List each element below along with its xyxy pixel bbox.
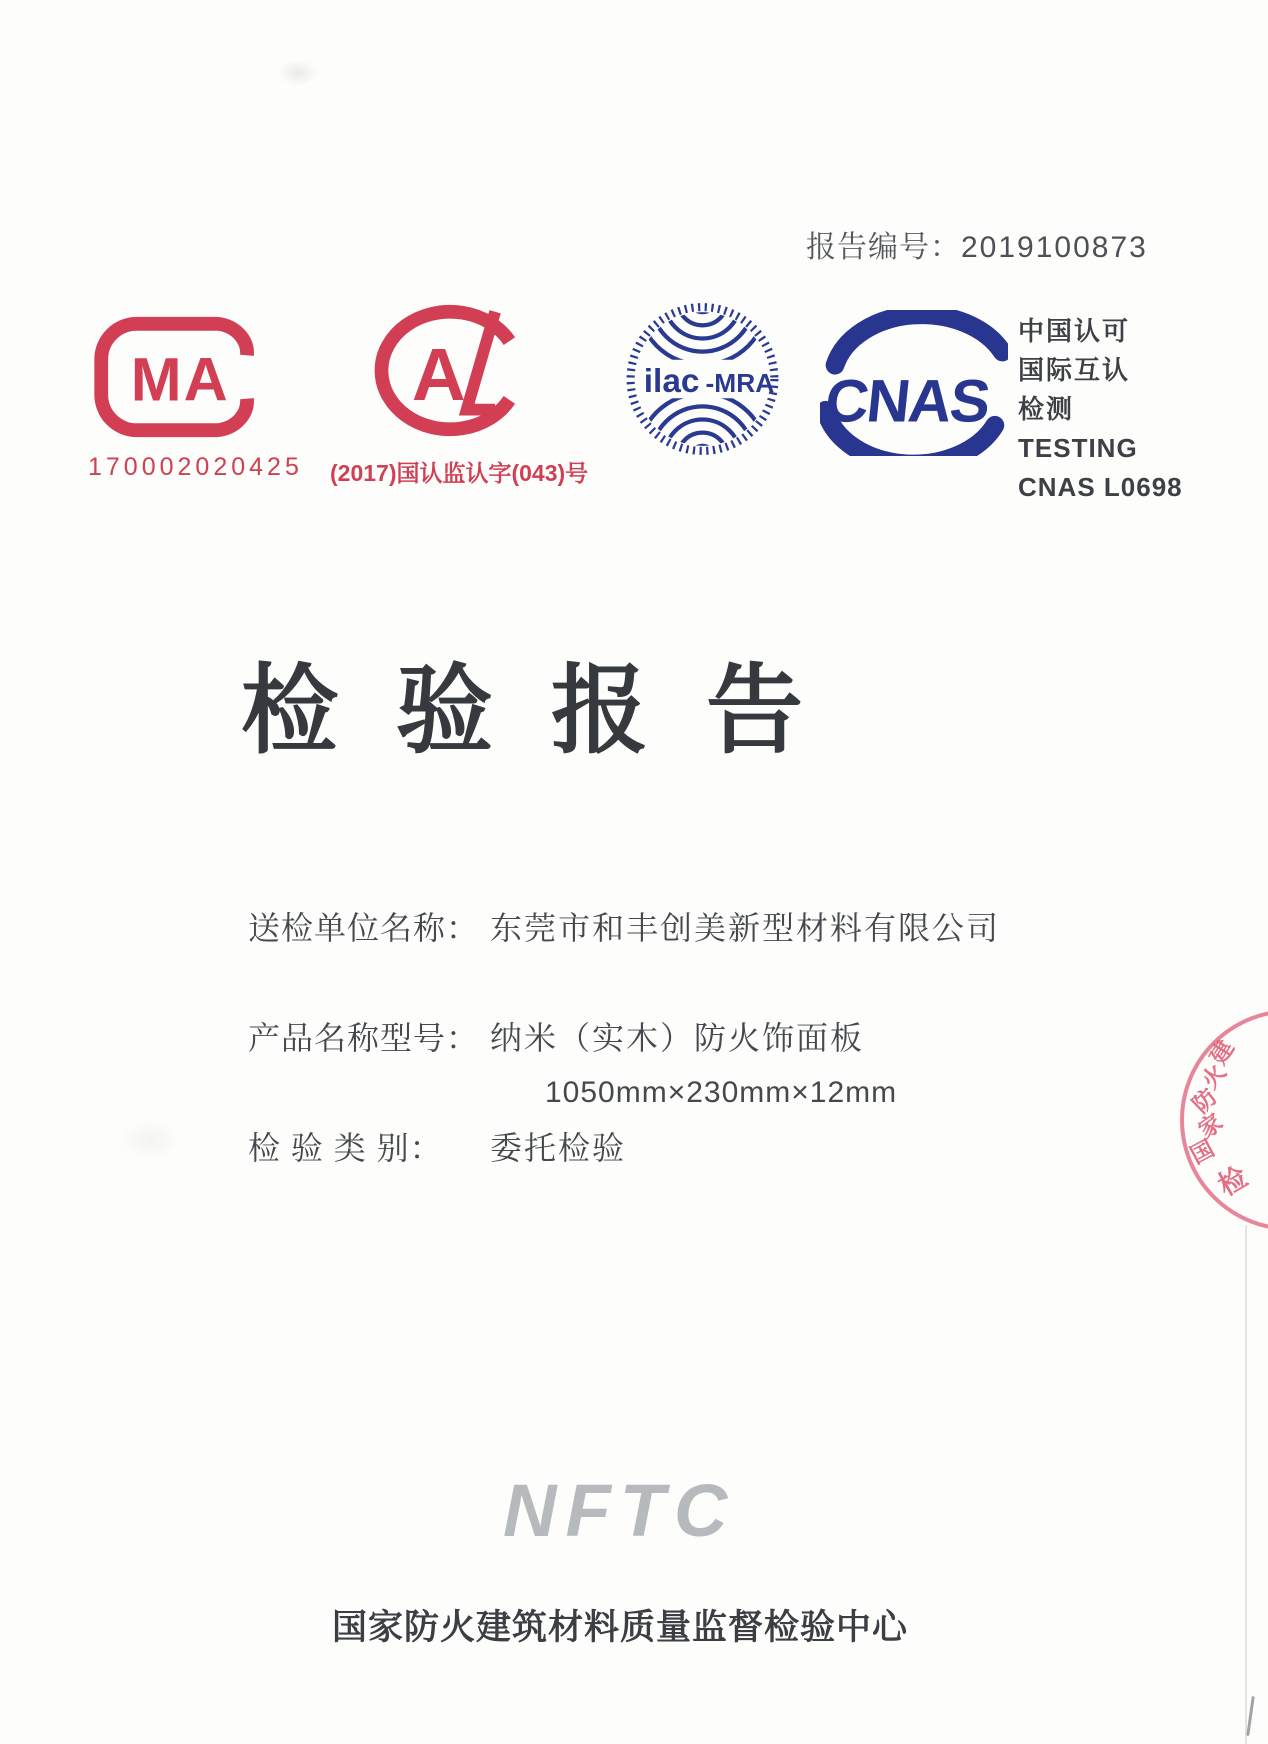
ilac-mra-logo-icon xyxy=(620,298,785,460)
seal-char: 国 xyxy=(1185,1134,1219,1169)
svg-text:A: A xyxy=(411,332,466,416)
field-value-product: 纳米（实木）防火饰面板 xyxy=(490,1020,865,1056)
cnas-accreditation-text xyxy=(1018,312,1228,507)
cnas-line-number: CNAS L0698 xyxy=(1018,472,1183,502)
cnas-line-testing: TESTING xyxy=(1018,433,1138,463)
cnas-line-3: 检测 xyxy=(1018,394,1075,424)
scan-smudge xyxy=(120,1120,180,1160)
seal-char: 建 xyxy=(1204,1035,1239,1069)
cnas-line-2: 国际互认 xyxy=(1018,355,1131,385)
seal-char: 防 xyxy=(1187,1083,1222,1118)
seal-char: 家 xyxy=(1193,1108,1228,1143)
cal-logo-block xyxy=(330,300,589,488)
scan-smudge xyxy=(278,60,318,86)
report-number-value: 2019100873 xyxy=(961,231,1148,264)
field-value-category: 委托检验 xyxy=(490,1130,627,1166)
cma-logo-block xyxy=(88,312,303,482)
cnas-line-1: 中国认可 xyxy=(1018,316,1131,346)
cma-logo-icon xyxy=(88,312,274,442)
cal-certificate-number: (2017)国认监认字(043)号 xyxy=(330,460,589,486)
cal-logo-icon xyxy=(365,300,540,442)
scan-seam-line xyxy=(1245,1225,1247,1744)
scan-edge-mark xyxy=(1246,1696,1255,1736)
page-title: 检验报告 xyxy=(241,656,861,765)
field-label-client: 送检单位名称： xyxy=(248,910,480,946)
field-label-category: 检 验 类 别： xyxy=(248,1130,443,1166)
svg-text:ilac: ilac xyxy=(643,363,700,401)
field-value-product-size: 1050mm×230mm×12mm xyxy=(545,1076,898,1109)
ilac-mra-logo-block xyxy=(620,298,785,465)
report-number-label: 报告编号： xyxy=(806,231,961,264)
field-label-product: 产品名称型号： xyxy=(248,1020,480,1056)
svg-text:-MRA: -MRA xyxy=(705,368,775,399)
cma-certificate-number: 170002020425 xyxy=(88,453,303,481)
svg-text:CNAS: CNAS xyxy=(822,366,993,435)
seal-char: 检 xyxy=(1212,1160,1253,1202)
svg-text:MA: MA xyxy=(130,345,230,414)
cnas-logo-block xyxy=(820,310,1008,461)
field-value-client: 东莞市和丰创美新型材料有限公司 xyxy=(490,910,1001,946)
nftc-watermark: NFTC xyxy=(503,1469,737,1552)
cnas-logo-icon xyxy=(820,310,1008,456)
issuing-center-name: 国家防火建筑材料质量监督检验中心 xyxy=(331,1608,908,1647)
seal-char: 火 xyxy=(1196,1059,1232,1094)
report-number-line xyxy=(806,222,1148,266)
